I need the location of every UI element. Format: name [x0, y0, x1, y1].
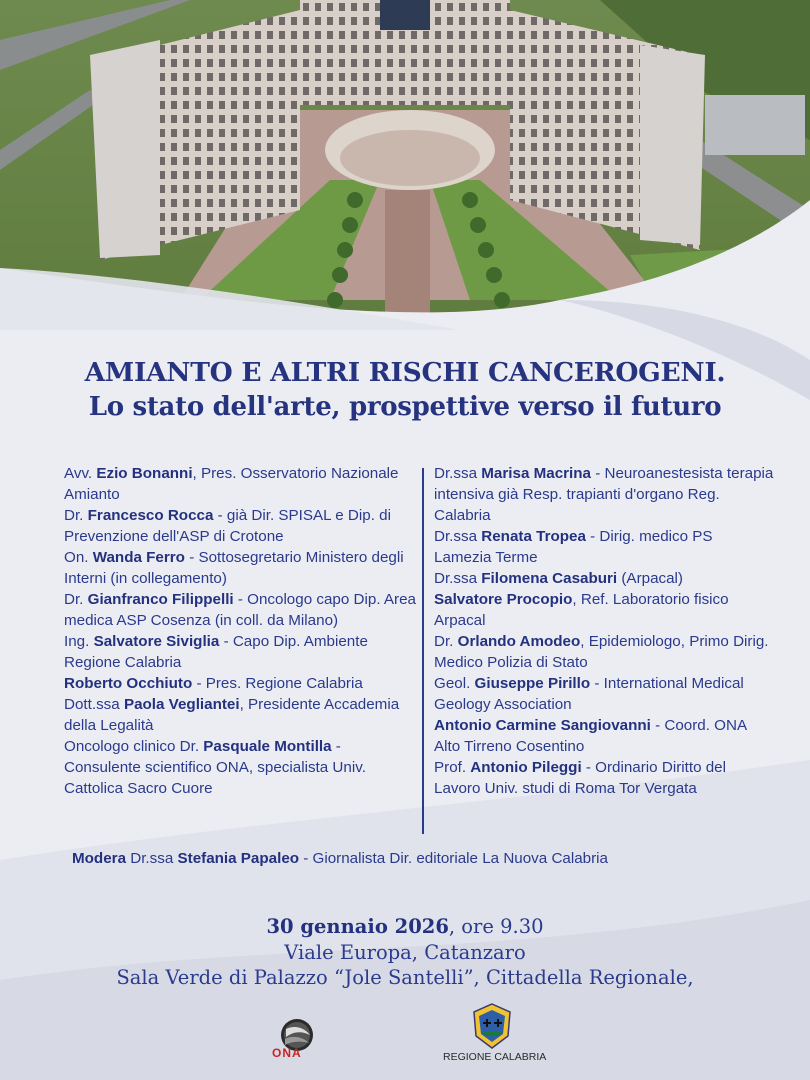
speaker-name: Paola Vegliantei — [123, 696, 240, 713]
moderator-role: - Giornalista Dir. editoriale La Nuova Calabria — [299, 850, 609, 867]
speaker-name: Renata Tropea — [481, 528, 586, 545]
event-place-line-2: Sala Verde di Palazzo “Jole Santelli”, Cittadella Regionale, — [116, 966, 694, 989]
speaker-name: Filomena Casaburi — [481, 570, 618, 587]
speaker-name: Giuseppe Pirillo — [474, 675, 591, 692]
speaker-role: - Capo Dip. Ambiente Regione Calabria — [64, 633, 368, 671]
event-time: , ore 9.30 — [448, 915, 544, 938]
speaker-role: , Pres. Osservatorio Nazionale Amianto — [64, 465, 399, 503]
speaker-title: On. — [64, 549, 93, 566]
speaker-role: , Presidente Accademia della Legalità — [64, 696, 400, 734]
speaker-role: , Ref. Laboratorio fisico Arpacal — [434, 591, 729, 629]
speakers-left-column — [64, 463, 416, 799]
event-date — [0, 915, 810, 938]
speaker-title: Ing. — [64, 633, 94, 650]
speaker-role: - International Medical Geology Association — [434, 675, 744, 713]
speaker-entry — [434, 673, 774, 715]
speaker-entry — [434, 757, 774, 799]
speaker-name: Ezio Bonanni — [96, 465, 193, 482]
speaker-entry — [64, 736, 416, 799]
speaker-title: Geol. — [434, 675, 475, 692]
speaker-role: - Coord. ONA Alto Tirreno Cosentino — [434, 717, 747, 755]
speaker-role: - Consulente scientifico ONA, specialista Univ. Cattolica Sacro Cuore — [64, 738, 366, 797]
moderator-line — [72, 850, 608, 867]
speaker-role: - Pres. Regione Calabria — [192, 675, 363, 692]
speaker-entry — [64, 589, 416, 631]
moderator-name: Stefania Papaleo — [177, 850, 300, 867]
speaker-title: Oncologo clinico Dr. — [64, 738, 204, 755]
speaker-entry — [434, 631, 774, 673]
speaker-name: Francesco Rocca — [87, 507, 214, 524]
speaker-title: Dr. — [64, 507, 88, 524]
speaker-name: Salvatore Siviglia — [93, 633, 220, 650]
speaker-entry — [64, 673, 416, 694]
speaker-entry — [64, 547, 416, 589]
speaker-role: - Dirig. medico PS Lamezia Terme — [434, 528, 713, 566]
speakers-right-column — [434, 463, 774, 799]
regione-calabria-text: REGIONE CALABRIA — [443, 1051, 547, 1063]
event-date-day: 30 gennaio 2026 — [266, 915, 449, 938]
speaker-entry — [434, 568, 774, 589]
speaker-role: - già Dir. SPISAL e Dip. di Prevenzione dell'ASP di Crotone — [64, 507, 391, 545]
regione-calabria-emblem-icon — [470, 1002, 514, 1050]
title-line-1: AMIANTO E ALTRI RISCHI CANCEROGENI. — [84, 357, 726, 388]
speaker-entry — [434, 715, 774, 757]
speaker-title: Dr. — [64, 591, 88, 608]
speaker-entry — [434, 589, 774, 631]
speaker-title: Dr.ssa — [434, 570, 482, 587]
speaker-entry — [64, 505, 416, 547]
speaker-role: - Oncologo capo Dip. Area medica ASP Cosenza (in coll. da Milano) — [64, 591, 416, 629]
speaker-name: Marisa Macrina — [481, 465, 592, 482]
event-place-line-1: Viale Europa, Catanzaro — [284, 941, 526, 964]
speaker-name: Orlando Amodeo — [457, 633, 581, 650]
speaker-entry — [434, 463, 774, 526]
ona-logo-text: ONA — [272, 1046, 302, 1060]
speaker-role: - Ordinario Diritto del Lavoro Univ. studi di Roma Tor Vergata — [434, 759, 726, 797]
speaker-entry — [64, 694, 416, 736]
speaker-title: Avv. — [64, 465, 97, 482]
moderator-label: Modera — [72, 850, 127, 867]
speaker-title: Dr.ssa — [434, 465, 482, 482]
speaker-entry — [64, 631, 416, 673]
speaker-name: Antonio Carmine Sangiovanni — [434, 717, 651, 734]
title-line-2: Lo stato dell'arte, prospettive verso il futuro — [88, 392, 722, 422]
speaker-title: Prof. — [434, 759, 471, 776]
column-divider — [422, 468, 424, 834]
speaker-role: - Sottosegretario Ministero degli Interni (in collegamento) — [64, 549, 404, 587]
speaker-entry — [434, 526, 774, 568]
speaker-name: Salvatore Procopio — [434, 591, 573, 608]
speaker-title: Dr.ssa — [434, 528, 482, 545]
speaker-name: Wanda Ferro — [92, 549, 185, 566]
speaker-role: , Epidemiologo, Primo Dirig. Medico Polizia di Stato — [434, 633, 769, 671]
speaker-name: Roberto Occhiuto — [64, 675, 193, 692]
speaker-role: - Neuroanestesista terapia intensiva già Resp. trapianti d'organo Reg. Calabria — [434, 465, 774, 524]
speaker-title: Dr. — [434, 633, 458, 650]
speaker-name: Pasquale Montilla — [203, 738, 332, 755]
speaker-entry — [64, 463, 416, 505]
speaker-title: Dott.ssa — [64, 696, 124, 713]
speaker-name: Antonio Pileggi — [470, 759, 582, 776]
speaker-role: (Arpacal) — [617, 570, 683, 587]
moderator-prefix: Dr.ssa — [126, 850, 178, 867]
speaker-name: Gianfranco Filippelli — [87, 591, 234, 608]
